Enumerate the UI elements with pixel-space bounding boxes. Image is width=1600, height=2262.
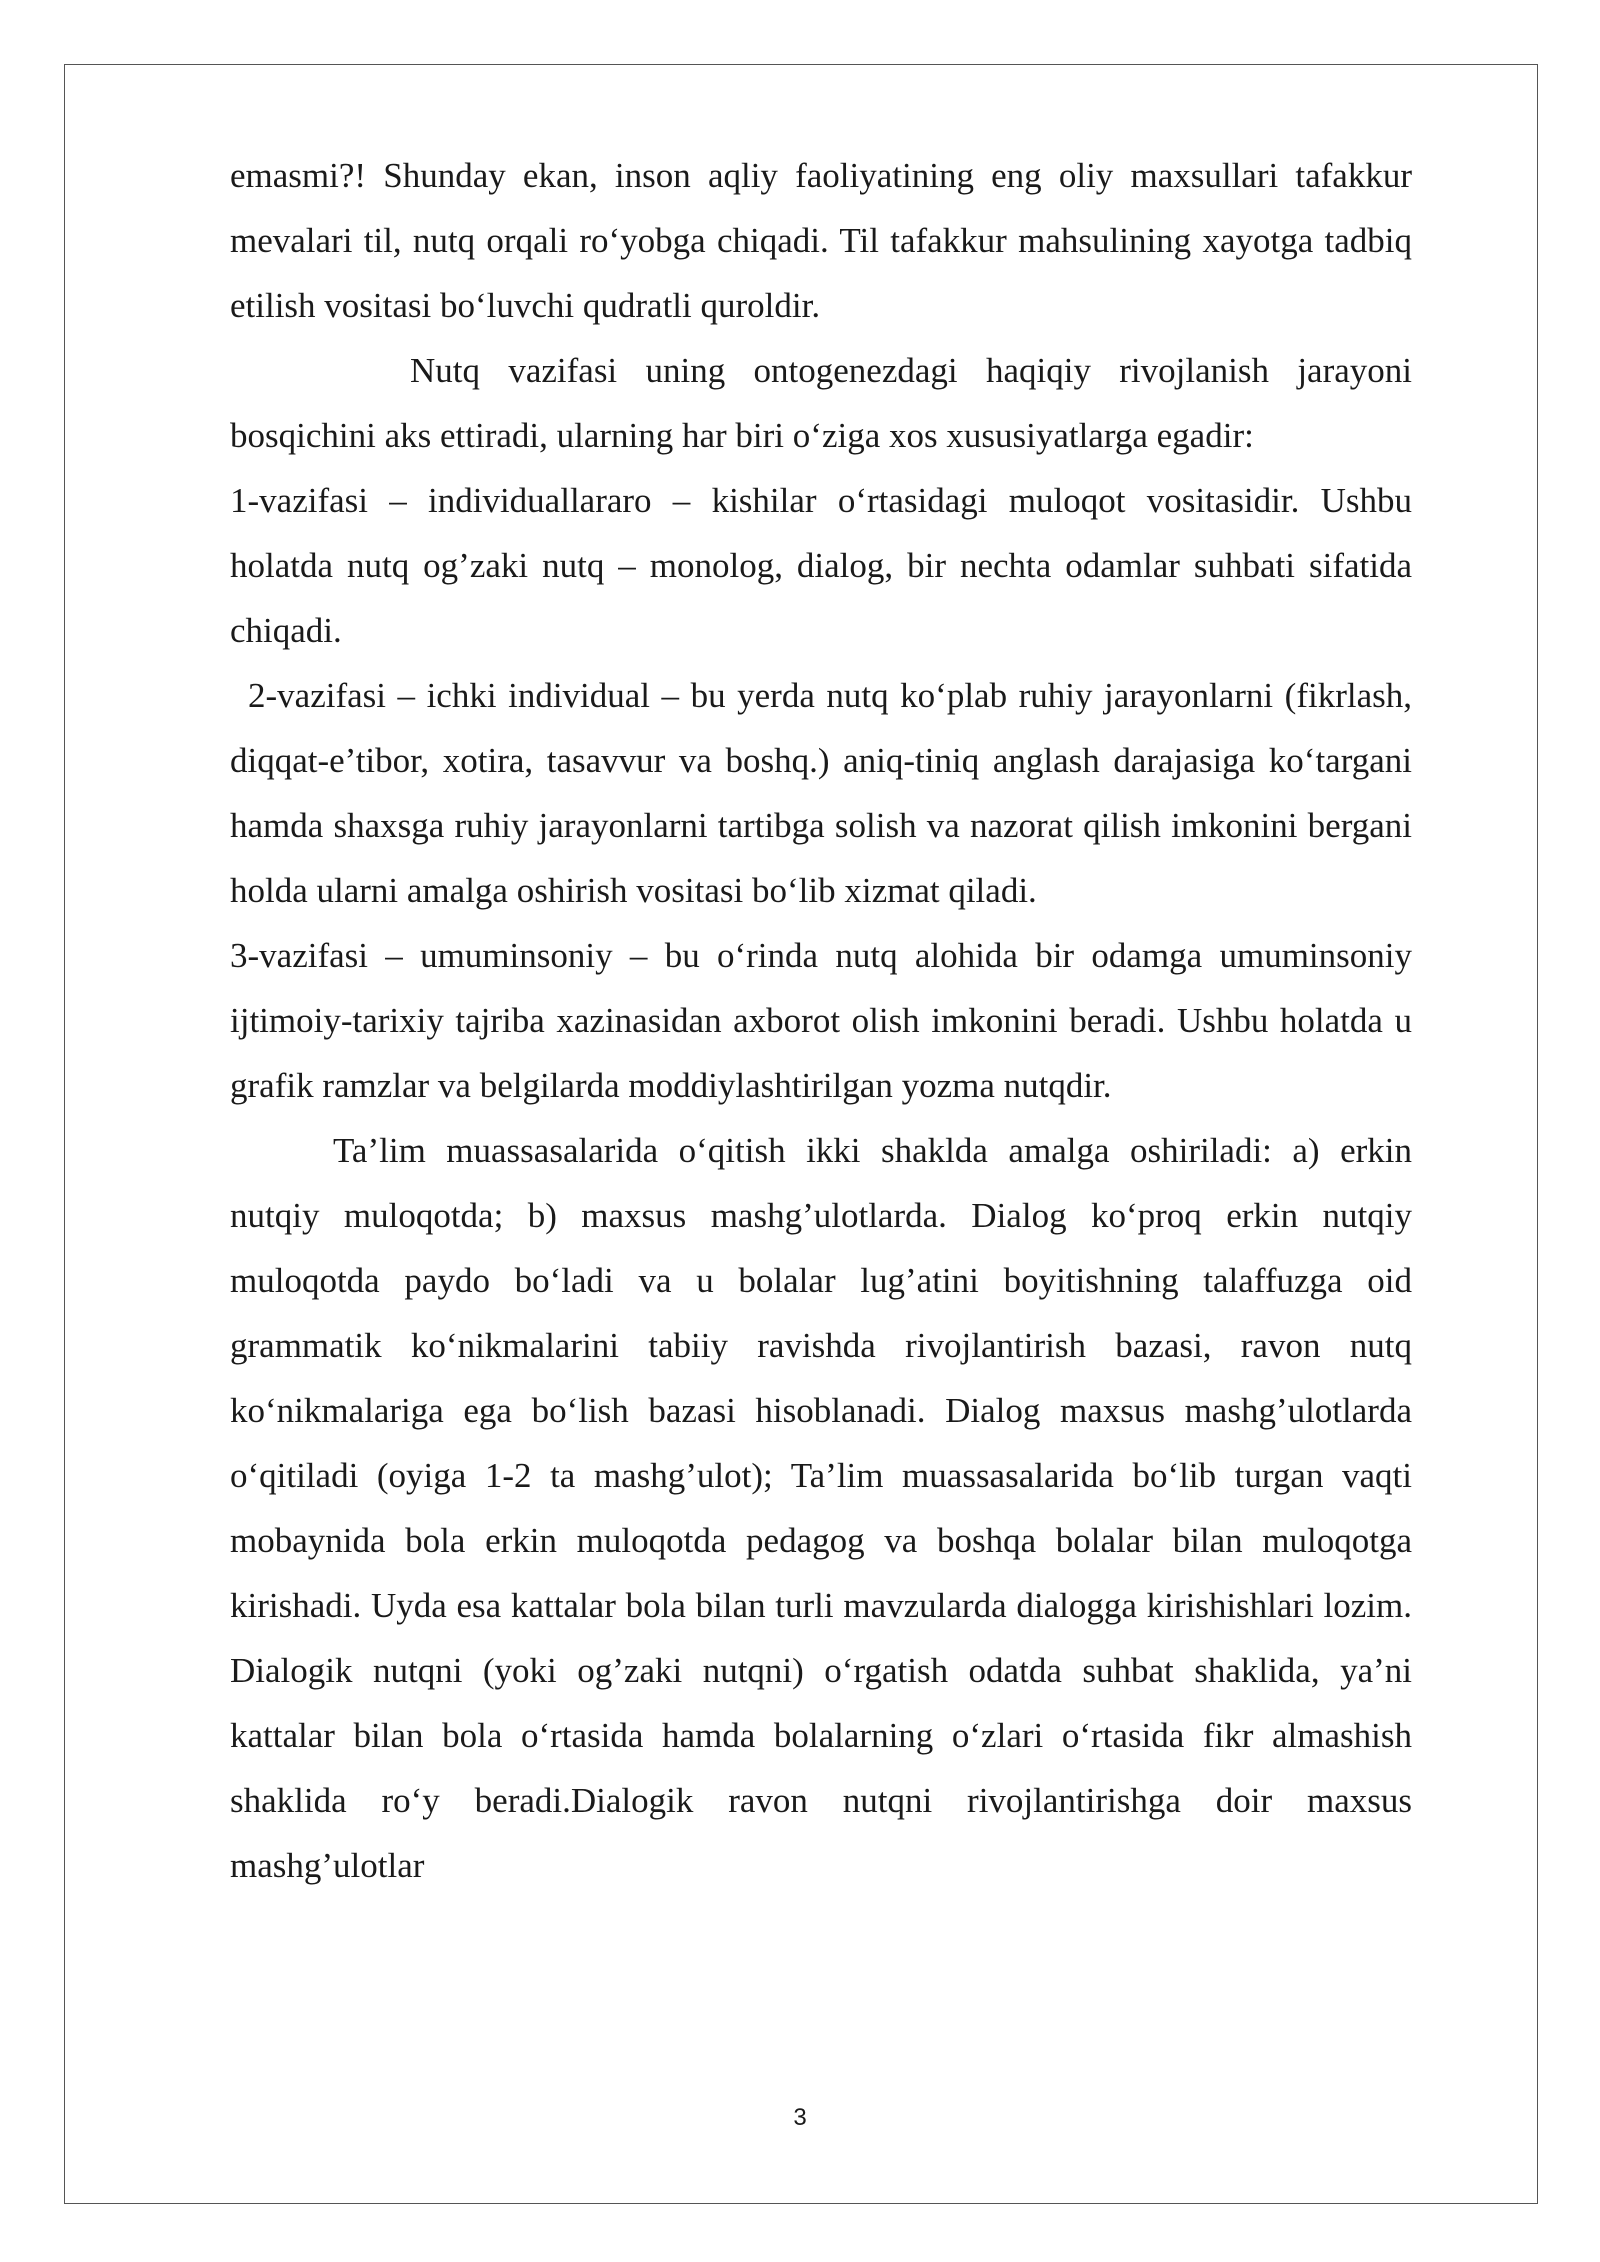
paragraph-6: Ta’lim muassasalarida o‘qitish ikki shaklda amalga oshiriladi: a) erkin nutqiy muloqotda; b) maxsus mashg’ulotlarda. Dialog ko‘proq erkin nutqiy muloqotda paydo bo‘ladi va u bolalar lug’atini boyitishning talaffuzga oid grammatik ko‘nikmalarini tabiiy ravishda rivojlantirish bazasi, ravon nutq ko‘nikmalariga ega bo‘lish bazasi hisoblanadi. Dialog maxsus mashg’ulotlarda o‘qitiladi (oyiga 1-2 ta mashg’ulot); Ta’lim muassasalarida bo‘lib turgan vaqti mobaynida bola erkin muloqotda pedagog va boshqa bolalar bilan muloqotga kirishadi. Uyda esa kattalar bola bilan turli mavzularda dialogga kirishishlari lozim. Dialogik nutqni (yoki og’zaki nutqni) o‘rgatish odatda suhbat shaklida, ya’ni kattalar bilan bola o‘rtasida hamda bolalarning o‘zlari o‘rtasida fikr almashish shaklida ro‘y beradi.Dialogik ravon nutqni rivojlantirishga doir maxsus mashg’ulotlar [230, 1131, 1412, 1885]
page-number: 3 [793, 2104, 807, 2131]
paragraph-3: 1-vazifasi – individuallararo – kishilar o‘rtasidagi muloqot vositasidir. Ushbu holatda nutq og’zaki nutq – monolog, dialog, bir nechta odamlar suhbati sifatida chiqadi. [230, 481, 1412, 650]
paragraph-4: 2-vazifasi – ichki individual – bu yerda nutq ko‘plab ruhiy jarayonlarni (fikrlash, diqqat-e’tibor, xotira, tasavvur va boshq.) aniq-tiniq anglash darajasiga ko‘targani hamda shaxsga ruhiy jarayonlarni tartibga solish va nazorat qilish imkonini bergani holda ularni amalga oshirish vositasi bo‘lib xizmat qiladi. [230, 676, 1412, 910]
paragraph-2: Nutq vazifasi uning ontogenezdagi haqiqiy rivojlanish jarayoni bosqichini aks ettiradi, ularning har biri o‘ziga xos xususiyatlarga egadir: [230, 351, 1412, 455]
paragraph-1: emasmi?! Shunday ekan, inson aqliy faoliyatining eng oliy maxsullari tafakkur mevalari til, nutq orqali ro‘yobga chiqadi. Til tafakkur mahsulining xayotga tadbiq etilish vositasi bo‘luvchi qudratli quroldir. [230, 156, 1412, 325]
paragraph-5: 3-vazifasi – umuminsoniy – bu o‘rinda nutq alohida bir odamga umuminsoniy ijtimoiy-tarixiy tajriba xazinasidan axborot olish imkonini beradi. Ushbu holatda u grafik ramzlar va belgilarda moddiylashtirilgan yozma nutqdir. [230, 936, 1412, 1105]
document-body [230, 143, 1412, 1898]
